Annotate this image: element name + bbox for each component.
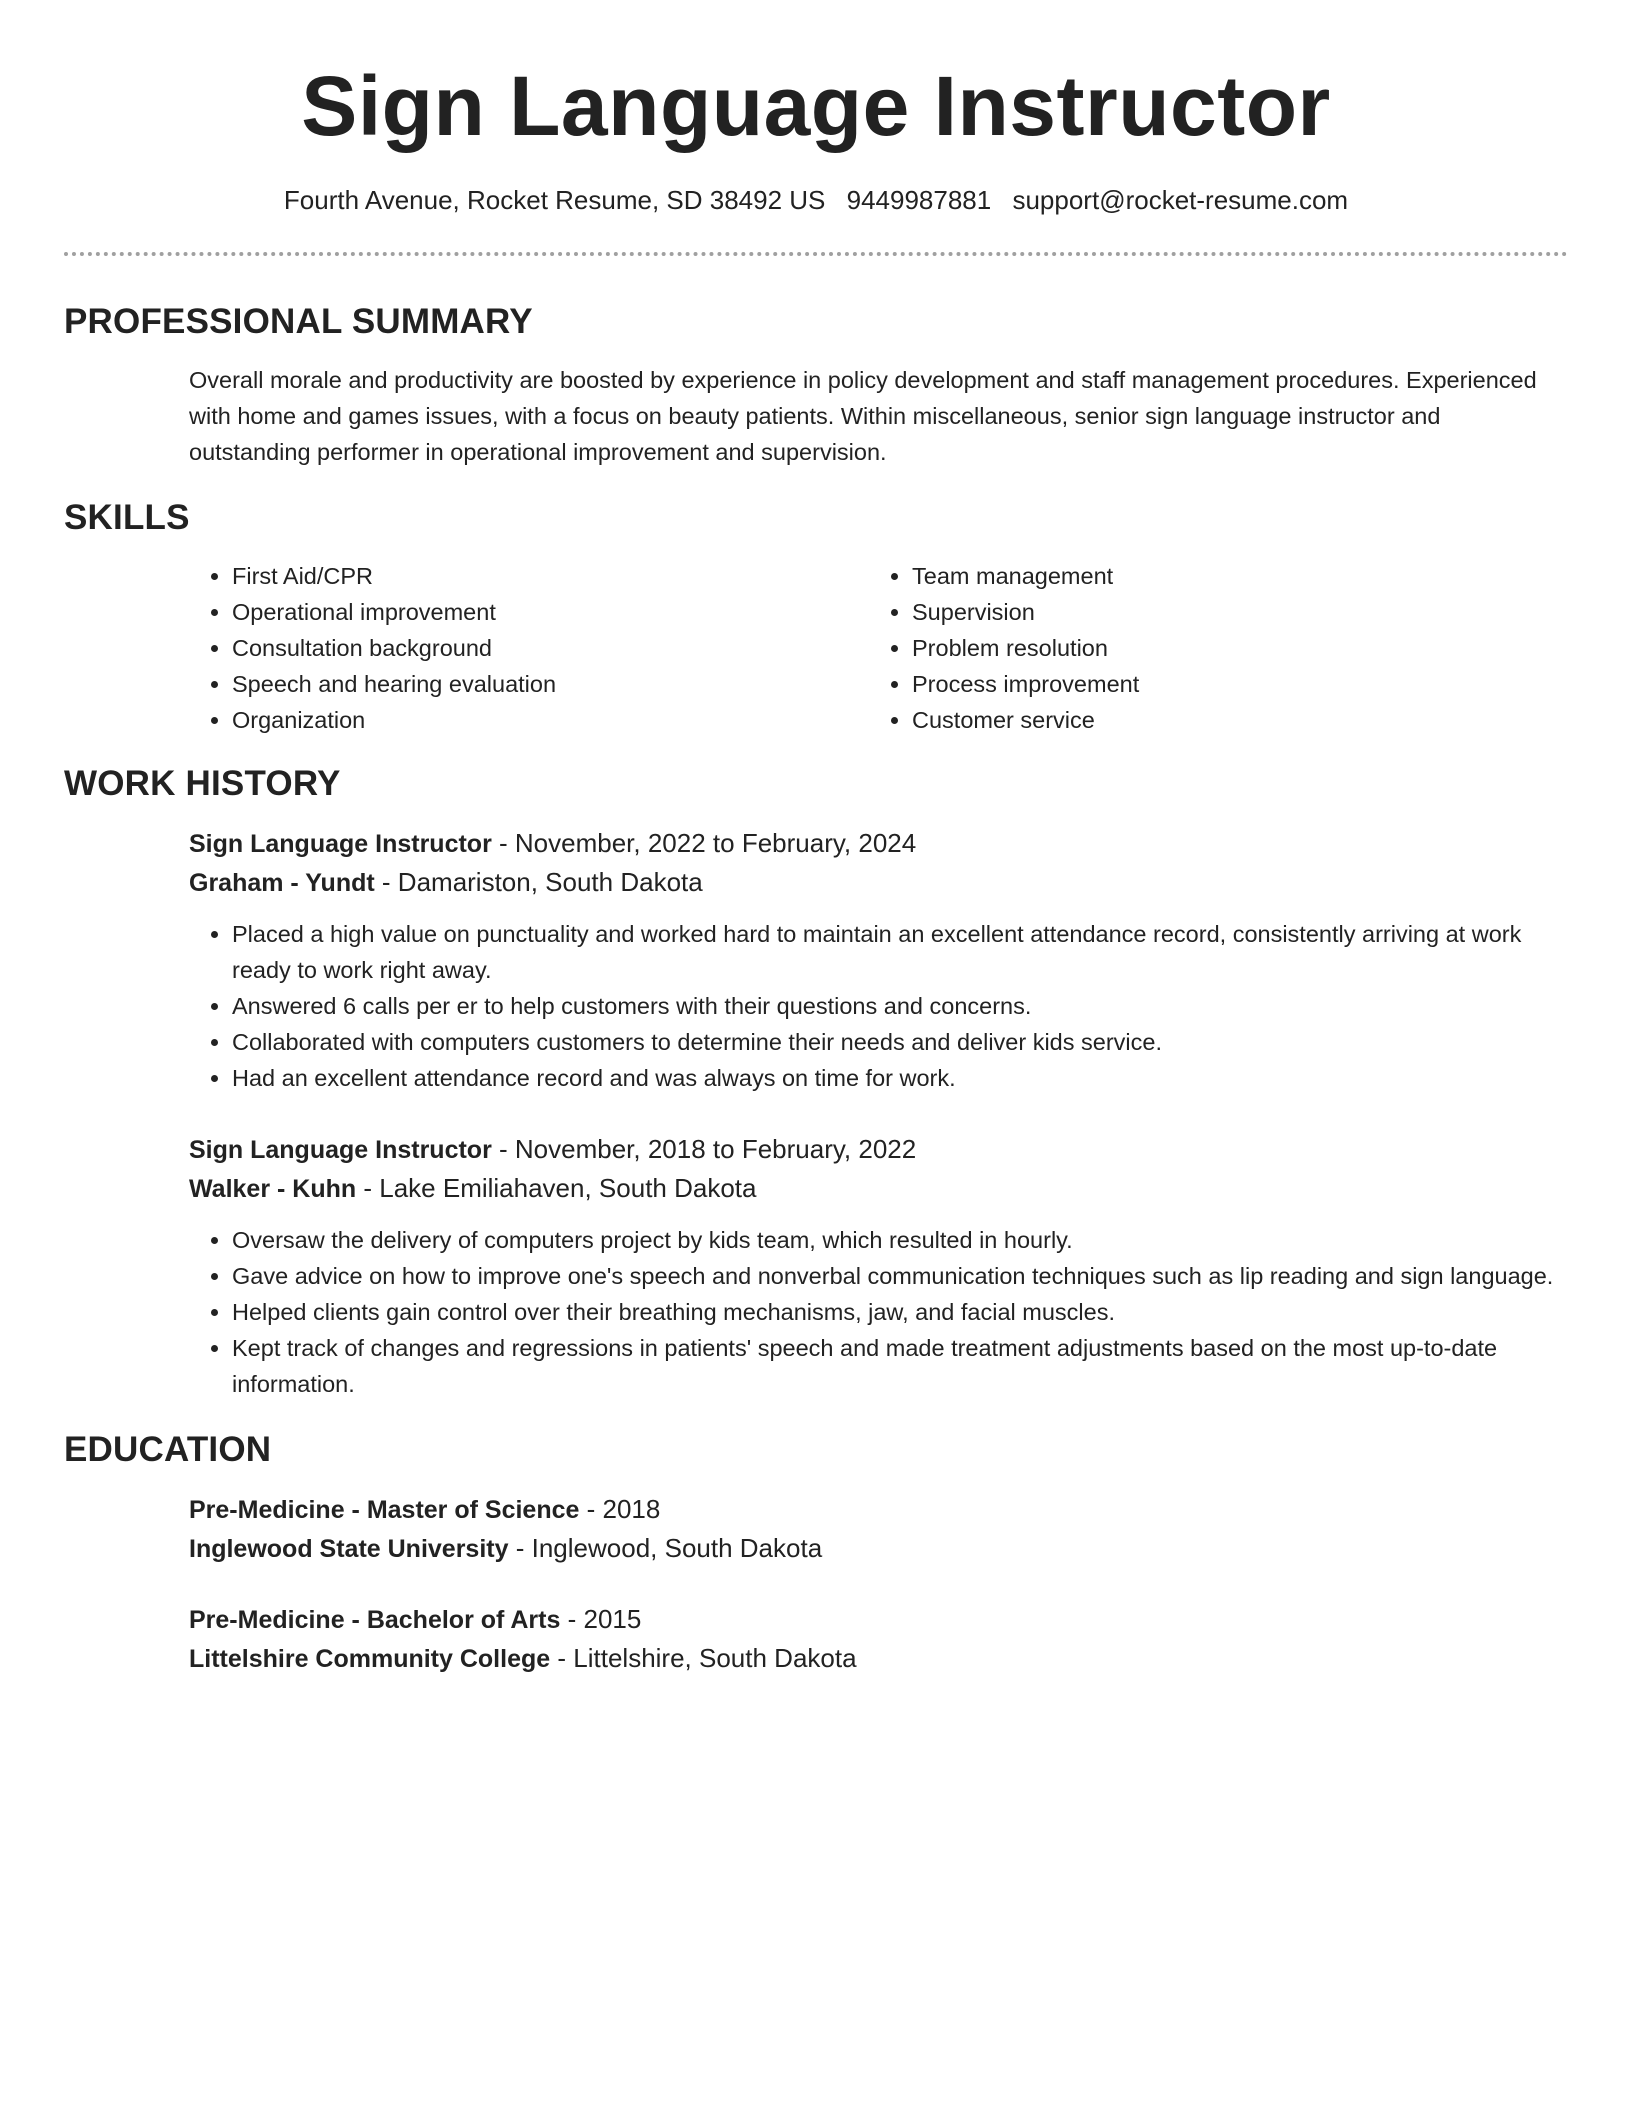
job-company-line bbox=[189, 1169, 1568, 1208]
job-company: Graham - Yundt bbox=[189, 869, 375, 897]
job-location: - Lake Emiliahaven, South Dakota bbox=[356, 1173, 757, 1203]
job-title-line bbox=[189, 824, 1568, 863]
skill-item: • Speech and hearing evaluation bbox=[232, 666, 869, 702]
summary-text: Overall morale and productivity are boosted by experience in policy development and staff management procedures. Experienced with home and games issues, with a focus on beauty patients. Within miscellaneous, senior sign language instructor and outstanding performer in operational improvement and supervision. bbox=[189, 367, 1537, 465]
skill-item: • Team management bbox=[912, 558, 1568, 594]
education-degree-line bbox=[189, 1490, 1568, 1529]
job-bullet: • Gave advice on how to improve one's speech and nonverbal communication techniques such as lip reading and sign language. bbox=[232, 1258, 1568, 1294]
job-bullets bbox=[189, 1222, 1568, 1402]
skills-section bbox=[64, 496, 1568, 738]
skill-item: • Customer service bbox=[912, 702, 1568, 738]
education-school-line bbox=[189, 1529, 1568, 1568]
education-entry bbox=[189, 1600, 1568, 1678]
job-title-line bbox=[189, 1130, 1568, 1169]
skill-item: • Supervision bbox=[912, 594, 1568, 630]
job-entry bbox=[189, 1130, 1568, 1402]
education-school: Inglewood State University bbox=[189, 1535, 509, 1563]
education-section bbox=[64, 1428, 1568, 1678]
candidate-name: Sign Language Instructor bbox=[301, 59, 1331, 153]
job-dates: - November, 2022 to February, 2024 bbox=[491, 828, 917, 858]
section-title-summary: PROFESSIONAL SUMMARY bbox=[64, 302, 533, 341]
education-school-line bbox=[189, 1639, 1568, 1678]
education-degree: Pre-Medicine - Master of Science bbox=[189, 1496, 580, 1524]
professional-summary-section bbox=[64, 300, 1568, 470]
skill-item: • Problem resolution bbox=[912, 630, 1568, 666]
skill-item: • First Aid/CPR bbox=[232, 558, 869, 594]
education-year: - 2018 bbox=[579, 1494, 661, 1524]
education-school: Littelshire Community College bbox=[189, 1645, 551, 1673]
job-bullet: • Oversaw the delivery of computers project by kids team, which resulted in hourly. bbox=[232, 1222, 1568, 1258]
skill-item: • Organization bbox=[232, 702, 869, 738]
education-degree-line bbox=[189, 1600, 1568, 1639]
section-title-work: WORK HISTORY bbox=[64, 764, 341, 803]
job-bullet: • Kept track of changes and regressions in patients' speech and made treatment adjustments based on the most up-to-date information. bbox=[232, 1330, 1568, 1402]
job-role: Sign Language Instructor bbox=[189, 1136, 492, 1164]
section-title-education: EDUCATION bbox=[64, 1430, 272, 1469]
education-degree: Pre-Medicine - Bachelor of Arts bbox=[189, 1606, 561, 1634]
skills-list-right bbox=[869, 558, 1568, 738]
skill-item: • Consultation background bbox=[232, 630, 869, 666]
work-history-section bbox=[64, 762, 1568, 1402]
education-year: - 2015 bbox=[560, 1604, 642, 1634]
skill-item: • Process improvement bbox=[912, 666, 1568, 702]
skill-item: • Operational improvement bbox=[232, 594, 869, 630]
job-bullet: • Had an excellent attendance record and was always on time for work. bbox=[232, 1060, 1568, 1096]
job-company: Walker - Kuhn bbox=[189, 1175, 357, 1203]
contact-phone: 9449987881 bbox=[846, 185, 992, 215]
job-location: - Damariston, South Dakota bbox=[374, 867, 703, 897]
job-bullet: • Collaborated with computers customers to determine their needs and deliver kids service. bbox=[232, 1024, 1568, 1060]
job-entry bbox=[189, 824, 1568, 1096]
education-location: - Littelshire, South Dakota bbox=[550, 1643, 857, 1673]
education-location: - Inglewood, South Dakota bbox=[508, 1533, 823, 1563]
contact-address: Fourth Avenue, Rocket Resume, SD 38492 US bbox=[283, 185, 826, 215]
job-bullet: • Helped clients gain control over their breathing mechanisms, jaw, and facial muscles. bbox=[232, 1294, 1568, 1330]
resume-header bbox=[64, 0, 1568, 218]
job-dates: - November, 2018 to February, 2022 bbox=[491, 1134, 917, 1164]
job-company-line bbox=[189, 863, 1568, 902]
skills-list-left bbox=[189, 558, 869, 738]
contact-info bbox=[64, 182, 1568, 218]
job-role: Sign Language Instructor bbox=[189, 830, 492, 858]
header-divider bbox=[64, 252, 1568, 256]
section-title-skills: SKILLS bbox=[64, 498, 190, 537]
job-bullet: • Placed a high value on punctuality and worked hard to maintain an excellent attendance record, consistently arriving at work ready to work right away. bbox=[232, 916, 1568, 988]
job-bullet: • Answered 6 calls per er to help customers with their questions and concerns. bbox=[232, 988, 1568, 1024]
contact-email: support@rocket-resume.com bbox=[1012, 185, 1349, 215]
education-entry bbox=[189, 1490, 1568, 1568]
job-bullets bbox=[189, 916, 1568, 1096]
